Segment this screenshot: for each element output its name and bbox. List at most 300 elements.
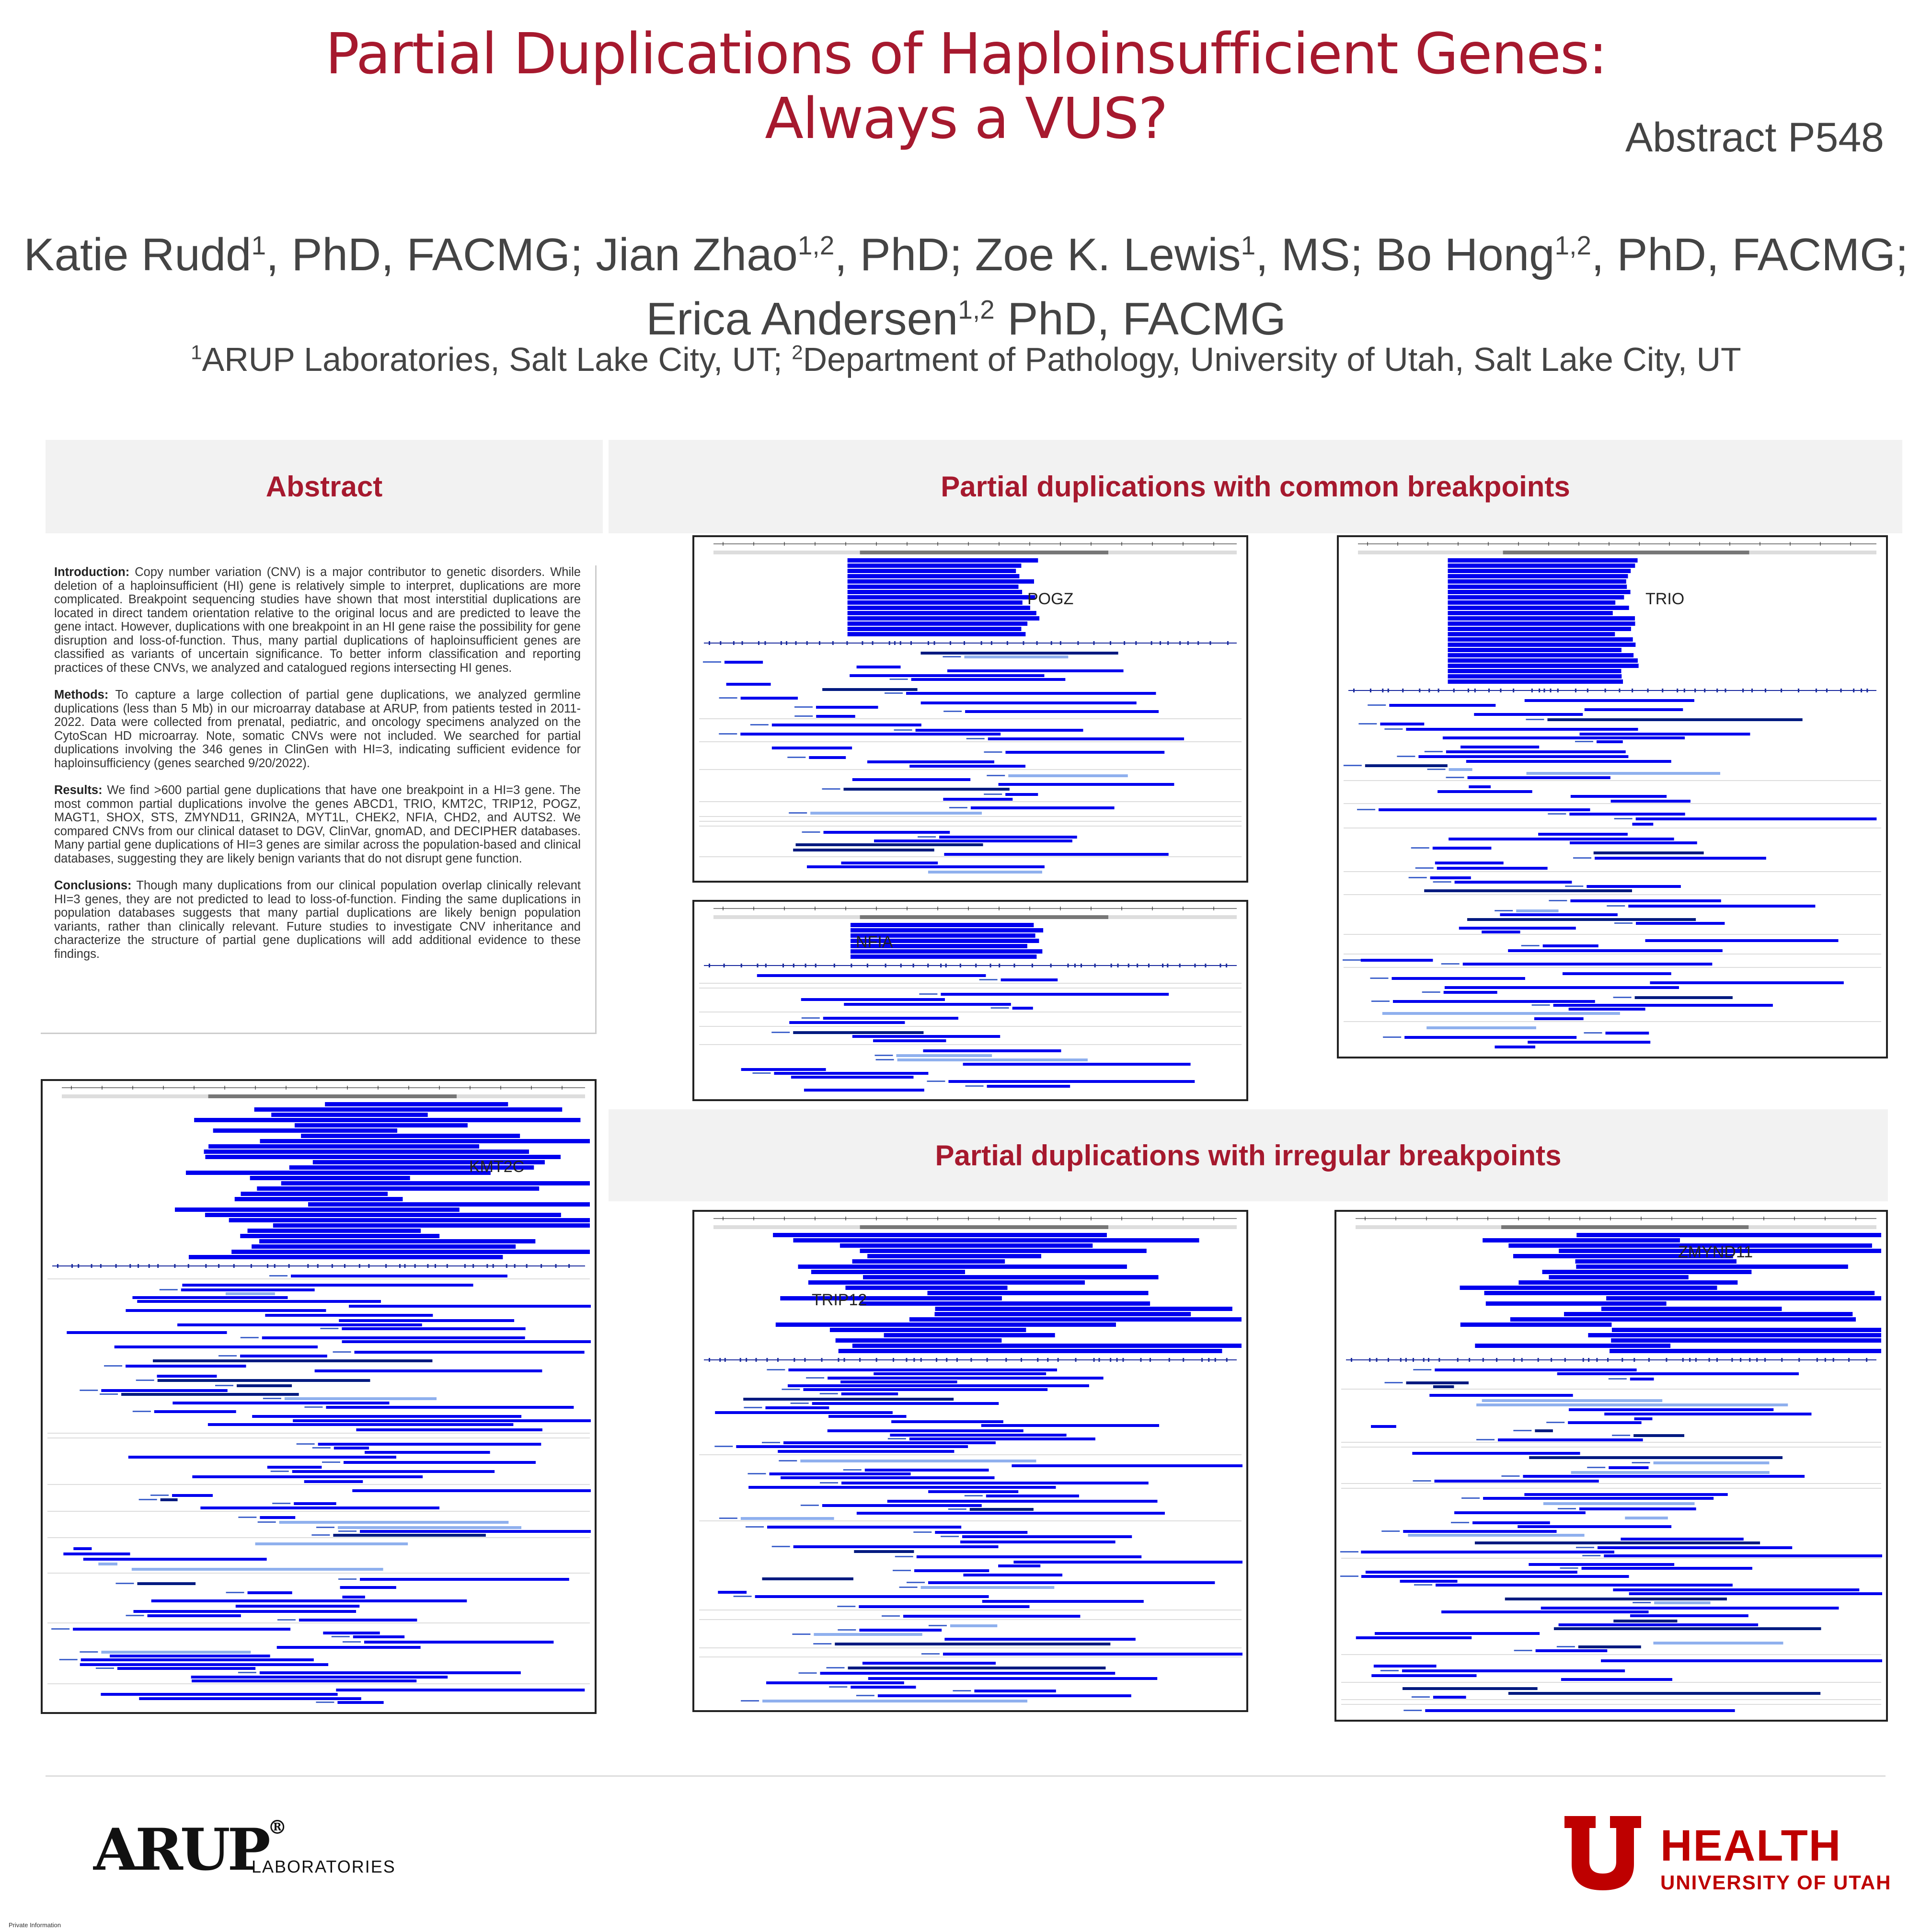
cnv-track-bar [848,1667,1105,1669]
gene-exon [1402,689,1403,692]
gene-exon [174,1264,175,1268]
duplication-bar [1448,595,1624,599]
gene-label-trio: TRIO [1645,590,1685,608]
gene-exon [1037,1358,1038,1362]
cnv-track-bar [1598,1546,1792,1549]
cnv-track-bar [920,652,1118,655]
author-name: Zoe K. Lewis [975,229,1241,280]
cnv-track-bar [132,1296,288,1299]
duplication-bar [811,1270,965,1274]
cnv-track-label [748,1473,766,1474]
cnv-track-bar [172,1494,213,1497]
cnv-track-label [941,1536,959,1537]
cnv-track-label [1576,1547,1594,1548]
gene-exon [568,1264,570,1268]
gene-exon [741,964,742,967]
cnv-track-bar [1426,1026,1536,1029]
cnv-track-bar [1516,909,1558,912]
cnv-track-bar [1645,939,1839,942]
cnv-track-label [762,1442,780,1443]
cnv-track-bar [1554,1627,1821,1630]
gene-exon [1840,689,1842,692]
author-list [0,218,1932,346]
cnv-track-label [802,831,820,833]
cnv-track-label [838,1629,856,1631]
gene-exon [900,964,902,967]
gene-exon [975,964,977,967]
cnv-track-bar [1605,1032,1649,1035]
cnv-track-bar [1654,1601,1710,1604]
cnv-track-bar [1541,1607,1839,1610]
cnv-track-bar [801,998,945,1001]
duplication-bar [301,1134,520,1138]
cnv-track-bar [1463,963,1713,966]
gene-exon [233,1264,235,1268]
gene-exon [876,1358,877,1362]
cnv-track-bar [339,1319,514,1322]
cnv-track-bar [715,1411,893,1414]
gene-exon [1413,1358,1414,1362]
duplication-bar [254,1107,563,1112]
cnv-track-bar [304,1480,363,1483]
gene-exon [493,1264,494,1268]
gene-label-nfia: NFIA [856,933,893,951]
pogz-track-image [694,537,1246,881]
cnv-track-bar [822,1504,982,1507]
gene-exon [1110,641,1111,645]
duplication-bar [935,1307,1232,1311]
cnv-track-bar [841,1392,898,1395]
cnv-track-label [746,1526,764,1528]
cnv-track-label [272,1503,290,1504]
cnv-track-bar [342,1596,365,1598]
cnv-track-bar [73,1547,92,1550]
cnv-track-label [316,1702,334,1703]
cnv-track-bar [981,1424,1159,1427]
duplication-bar [848,632,1026,636]
duplication-bar [1576,1233,1881,1237]
cnv-track-bar [154,1410,236,1413]
duplication-bar [208,1144,479,1149]
duplication-bar [1486,1301,1667,1306]
duplication-bar [1448,627,1631,631]
cnv-track-bar [897,1058,1088,1061]
cnv-track-bar [748,1486,1056,1489]
cnv-track-label [1546,1422,1564,1423]
cnv-track-bar [988,737,1184,740]
cnv-track-bar [1379,808,1590,811]
cnv-track-bar [1013,1561,1242,1564]
cnv-track-bar [265,1314,433,1317]
cnv-track-bar [81,1658,314,1661]
author-name: Erica Andersen [646,293,958,345]
cnv-track-label [1413,1480,1431,1482]
cnv-track-label [752,1072,770,1074]
gene-exon [1209,641,1211,645]
cnv-track-bar [736,1445,968,1448]
cnv-track-bar [873,1039,946,1042]
cnv-track-bar [1005,751,1164,754]
cnv-track-label [1451,1522,1469,1523]
abstract-number: Abstract P548 [1625,115,1884,161]
cnv-track-bar [1587,885,1681,888]
gene-exon [1550,689,1552,692]
gene-exon [1596,1358,1598,1362]
cnv-track-bar [783,1441,996,1444]
gene-exon [928,641,929,645]
cnv-track-bar [1633,1434,1684,1437]
gene-exon [1826,689,1828,692]
duplication-bar [808,1280,1085,1285]
cnv-track-label [150,1495,169,1496]
gene-exon [435,1264,436,1268]
cnv-track-label [312,1447,331,1449]
gene-exon [188,1264,189,1268]
gene-exon [1093,641,1094,645]
gene-exon [765,964,767,967]
gene-exon [950,641,951,645]
cnv-track-bar [323,1632,380,1634]
cnv-track-bar [800,1460,1036,1462]
university-of-utah-block-u-icon [1564,1816,1641,1890]
cnv-track-bar [1374,1665,1437,1668]
cnv-track-label [806,1377,824,1379]
gene-exon [1457,1358,1459,1362]
duplication-bar [1606,1296,1881,1300]
cnv-track-bar [148,1614,241,1617]
cnv-track-bar [857,1512,1165,1515]
gene-exon [913,1358,915,1362]
cnv-track-bar [816,706,878,709]
cnv-track-bar [770,1472,911,1475]
gene-exon [733,641,735,645]
cnv-track-bar [810,812,982,815]
gene-exon [1817,1358,1818,1362]
abstract-results [54,783,581,865]
cnv-track-bar [1653,1642,1783,1644]
duplication-bar [325,1102,508,1106]
cnv-track-bar [1535,1429,1553,1432]
cnv-track-bar [340,1586,396,1589]
gene-exon [1648,1358,1650,1362]
cnv-track-label [837,1606,855,1607]
cnv-track-label [943,656,961,657]
cnv-track-label [792,1633,810,1635]
cnv-track-bar [921,702,1137,704]
gene-exon [1194,964,1196,967]
cnv-track-bar [1528,1041,1650,1044]
cnv-track-bar [1569,813,1685,816]
duplication-bar [848,579,1034,584]
gene-exon [1050,964,1052,967]
cnv-track-bar [987,1085,1070,1088]
gene-exon [267,1264,268,1268]
duplication-bar [235,1197,403,1201]
duplication-bar [1448,653,1634,657]
cnv-track-bar [67,1331,227,1334]
gene-exon [746,1358,747,1362]
cnv-track-bar [814,1633,922,1636]
gene-exon [1162,964,1163,967]
cnv-track-bar [279,1521,509,1524]
duplication-bar [848,595,1035,599]
gene-exon [981,641,982,645]
gene-exon [71,1264,73,1268]
gene-exon [1111,964,1112,967]
author-affil-sup: 1,2 [797,230,835,260]
duplication-bar [1610,1349,1881,1353]
cnv-track-bar [1412,1452,1580,1455]
cnv-track-label [1587,1467,1605,1468]
gene-exon [1557,689,1559,692]
duplication-bar [851,954,1036,959]
cnv-track-bar [1601,1659,1882,1662]
duplication-bar [848,569,1016,573]
gene-exon [815,964,816,967]
author-affil-sup: 1 [251,230,266,260]
gene-exon [719,1358,721,1362]
gene-exon [288,1264,290,1268]
cnv-track-label [794,715,813,717]
cnv-track-bar [852,1035,1000,1038]
abstract-methods-label: Methods: [54,688,109,702]
cnv-track-bar [1523,1475,1805,1478]
cnv-track-label [913,1531,932,1533]
cnv-track-bar [851,1686,916,1689]
author-degree: , MS; [1255,229,1376,280]
cnv-track-label [1632,1462,1650,1463]
cnv-track-label [311,1534,330,1536]
cnv-track-bar [1636,922,1725,925]
cnv-track-bar [916,729,1083,732]
cnv-track-bar [906,692,1156,695]
cnv-track-bar [326,1406,574,1409]
cnv-track-label [322,1461,340,1463]
cnv-track-label [767,1369,785,1370]
cnv-track-label [772,1546,790,1547]
cnv-track-bar [822,688,917,691]
cnv-track-label [1344,765,1362,766]
gene-exon [1074,964,1076,967]
cnv-track-bar [1454,1511,1586,1514]
cnv-track-bar [828,1377,1104,1380]
duplication-bar [231,1250,590,1254]
gene-exon [1382,689,1383,692]
gene-exon [960,964,961,967]
gene-exon [506,1264,507,1268]
author-affil-sup: 1,2 [958,295,995,324]
cnv-track-bar [757,974,986,977]
cnv-track-label [789,812,807,814]
cnv-track-bar [741,697,798,700]
cnv-track-bar [896,1054,992,1057]
cnv-track-bar [1449,768,1472,771]
cnv-track-bar [1543,1502,1695,1505]
gene-label-kmt2c: KMT2C [469,1158,525,1176]
gene-exon [1075,1358,1077,1362]
cnv-track-bar [1505,1598,1727,1600]
gene-exon [946,1358,947,1362]
cnv-track-bar [841,1482,1149,1484]
duplication-bar [308,1202,590,1207]
duplication-bar [1448,564,1635,568]
cnv-track-bar [1579,1507,1696,1510]
cnv-track-label [953,1690,971,1691]
cnv-track-bar [1570,841,1697,844]
cnv-track-bar [101,1389,227,1392]
cnv-track-bar [1444,991,1497,994]
gene-exon [129,1264,131,1268]
gene-exon [1622,1358,1623,1362]
gene-exon [149,1264,150,1268]
cnv-track-bar [260,1671,521,1674]
cnv-track-label [304,1406,322,1408]
author-degree: , PhD, FACMG; [1591,229,1909,280]
cnv-track-bar [1371,1674,1476,1677]
gene-exon [1187,641,1189,645]
gene-exon [832,641,834,645]
gene-exon [1099,1358,1100,1362]
cnv-track-bar [726,683,771,686]
cnv-track-bar [1570,899,1721,902]
cnv-track-bar [1446,750,1626,753]
cnv-track-bar [1474,713,1583,716]
duplication-bar [852,1259,1005,1264]
cnv-track-bar [755,1595,989,1598]
cnv-track-bar [812,1402,999,1405]
cnv-track-bar [795,843,983,846]
gene-exon [1197,641,1199,645]
gene-exon [1521,1358,1523,1362]
cnv-track-label [96,1668,114,1669]
gene-exon [1798,1358,1800,1362]
cnv-track-label [1514,1650,1532,1651]
cnv-track-label [1584,1032,1602,1034]
cnv-track-bar [364,1641,553,1644]
duplication-bar [830,1328,1026,1332]
cnv-track-label [943,711,962,712]
gene-exon [1531,689,1533,692]
gene-exon [1208,1358,1209,1362]
cnv-track-bar [943,1653,1242,1656]
cnv-track-bar [794,1545,999,1548]
author-affil-sup: 1 [1241,230,1256,260]
cnv-track-bar [841,862,938,864]
gene-exon [218,1264,219,1268]
duplication-bar [934,1312,1191,1316]
cnv-track-label [160,1289,178,1290]
cnv-track-bar [191,1676,448,1679]
gene-exon [1021,1358,1022,1362]
cnv-track-bar [928,1490,1018,1493]
gene-exon [867,964,868,967]
cnv-track-bar [1466,760,1671,763]
duplication-bar [848,621,1027,626]
duplication-bar [1448,585,1627,589]
cnv-track-bar [161,1498,178,1501]
gene-exon [1716,1358,1718,1362]
cnv-track-bar [151,1599,467,1602]
cnv-track-label [1384,728,1403,730]
gene-exon [1005,1358,1007,1362]
cnv-track-bar [353,1635,404,1638]
cnv-track-bar [843,788,1009,791]
cnv-track-bar [334,1447,369,1449]
cnv-track-bar [1529,1456,1782,1459]
gene-exon [1666,1358,1667,1362]
cnv-track-label [136,1380,154,1381]
cnv-track-label [787,757,805,758]
gene-exon [1848,1358,1850,1362]
gene-exon [427,1264,428,1268]
cnv-track-bar [804,1089,924,1092]
cnv-track-label [59,1659,78,1660]
cnv-track-bar [935,1531,1027,1534]
duplication-bar [1448,569,1631,573]
chromosome-band-dark [1501,1225,1748,1229]
gene-exon [1093,1358,1095,1362]
poster-title-line-2: Always a VUS? [765,85,1167,151]
cnv-track-bar [115,1346,318,1348]
gene-exon [1695,1358,1697,1362]
gene-exon [78,1264,79,1268]
cnv-track-bar [1628,905,1815,908]
gene-exon [1684,689,1685,692]
cnv-track-bar [943,798,1012,801]
cnv-track-bar [793,849,934,851]
cnv-track-bar [909,1438,1095,1440]
panel-nfia-browser [692,900,1248,1101]
gene-exon [1632,689,1633,692]
cnv-track-bar [1375,1632,1540,1635]
duplication-bar [1448,643,1636,647]
cnv-track-label [238,1517,256,1518]
cnv-track-label [876,1059,894,1060]
gene-exon [756,1358,757,1362]
duplication-bar [1448,600,1616,605]
cnv-track-label [734,1596,752,1597]
cnv-track-label [843,1469,862,1471]
gene-exon [795,641,797,645]
cnv-track-bar [971,806,1115,809]
gene-exon [900,641,901,645]
gene-exon [999,964,1000,967]
cnv-track-bar [950,1624,997,1627]
cnv-track-bar [1382,1012,1620,1015]
cnv-track-bar [157,1375,217,1378]
cnv-track-label [1343,959,1361,961]
cnv-track-label [1521,945,1540,946]
gene-exon [1227,641,1229,645]
gene-exon [1388,1358,1389,1362]
cnv-track-bar [1380,723,1424,725]
cnv-track-label [802,1017,820,1019]
abstract-conclusions [54,879,581,961]
gene-exon [1453,689,1455,692]
arup-logo-laboratories: LABORATORIES [252,1857,396,1876]
duplication-bar [1483,1238,1680,1242]
abstract-intro-label: Introduction: [54,565,130,579]
cnv-track-bar [1366,1571,1577,1574]
cnv-track-bar [1571,795,1667,798]
footer-divider [46,1775,1886,1777]
cnv-track-bar [73,1628,290,1631]
panel-zmynd11-browser [1334,1210,1888,1722]
duplication-bar [848,558,1038,563]
gene-exon [1751,689,1753,692]
cnv-track-bar [1498,1438,1643,1441]
gene-exon [1694,689,1696,692]
